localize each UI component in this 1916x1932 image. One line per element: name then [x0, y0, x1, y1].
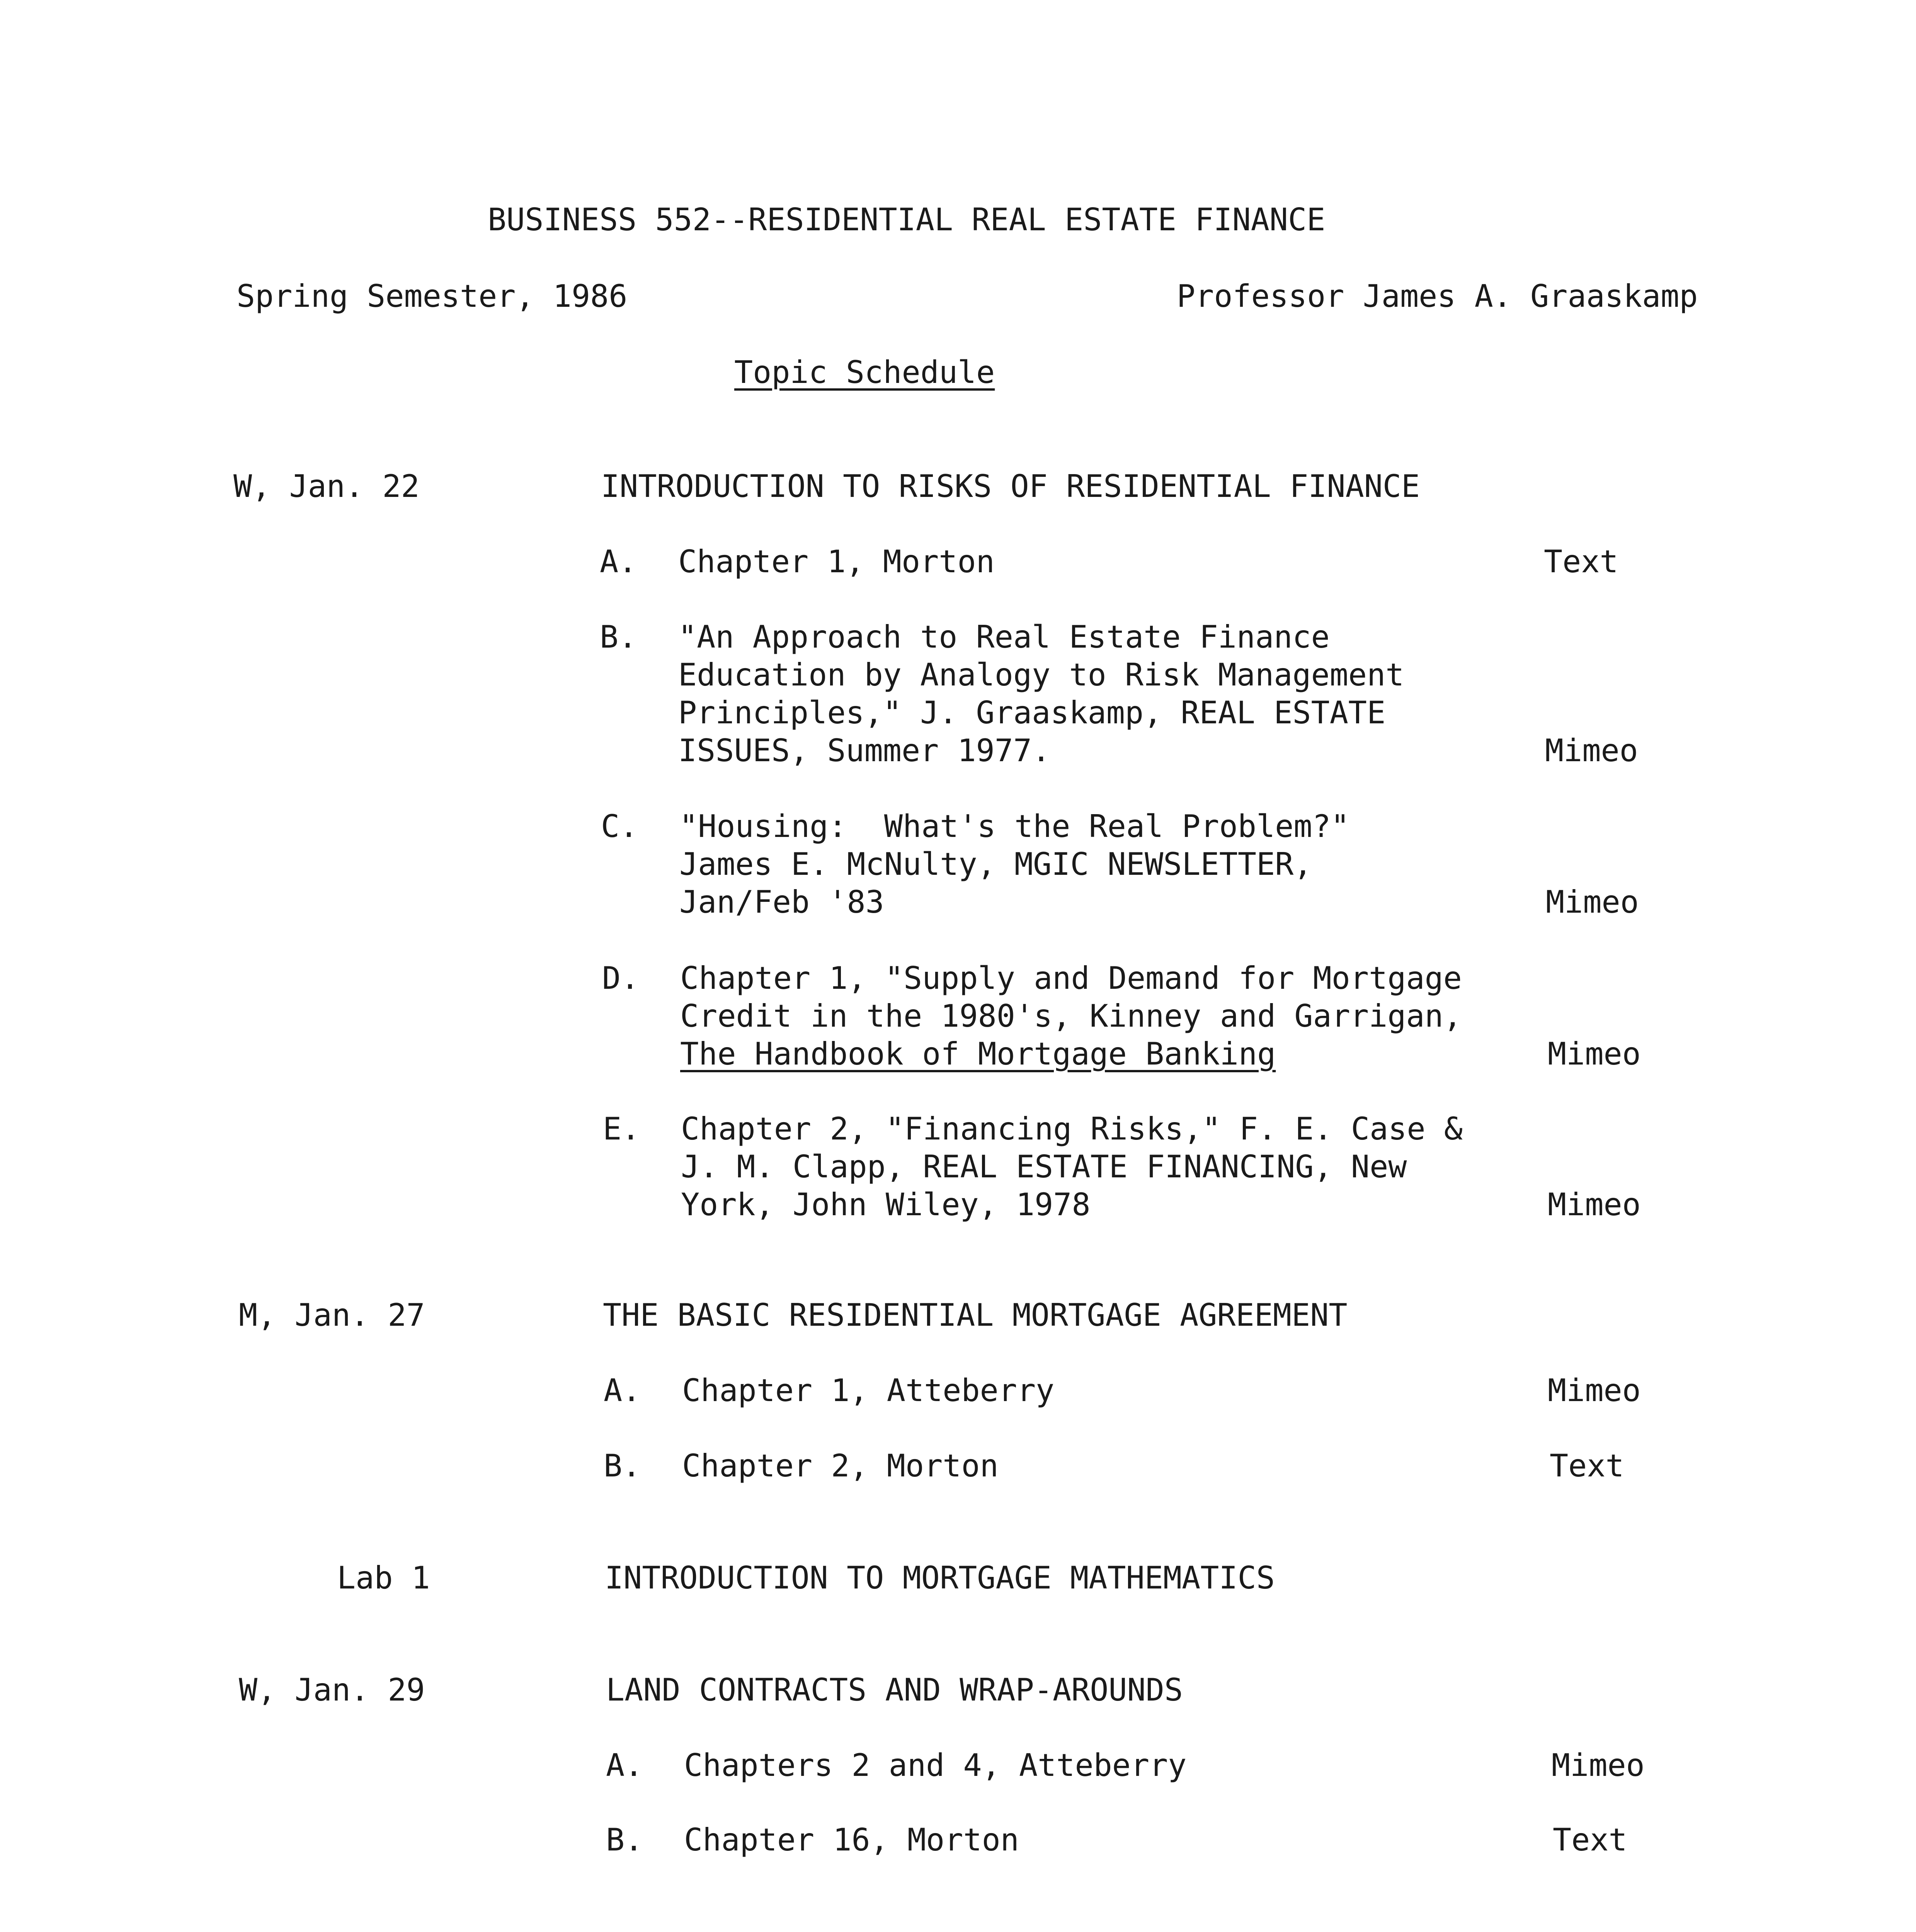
session-topic: INTRODUCTION TO MORTGAGE MATHEMATICS: [605, 1560, 1275, 1596]
reading-line: ISSUES, Summer 1977.: [678, 733, 1051, 769]
reading-letter: D.: [602, 960, 640, 996]
reading-source: Mimeo: [1552, 1747, 1645, 1783]
reading-letter: E.: [603, 1111, 640, 1147]
reading-source: Text: [1544, 544, 1618, 580]
session-topic: INTRODUCTION TO RISKS OF RESIDENTIAL FINANCE: [601, 468, 1420, 504]
session-topic: LAND CONTRACTS AND WRAP-AROUNDS: [606, 1672, 1183, 1708]
reading-source: Mimeo: [1545, 733, 1638, 769]
session-date: W, Jan. 29: [239, 1672, 425, 1708]
reading-line: Credit in the 1980's, Kinney and Garrigan,: [680, 998, 1462, 1034]
reading-source: Mimeo: [1548, 1187, 1641, 1223]
reading-letter: A.: [606, 1747, 643, 1783]
reading-line: Chapter 2, "Financing Risks," F. E. Case &: [681, 1111, 1463, 1147]
reading-line: The Handbook of Mortgage Banking: [680, 1036, 1276, 1072]
reading-line: James E. McNulty, MGIC NEWSLETTER,: [679, 846, 1312, 882]
reading-source: Text: [1550, 1448, 1624, 1484]
course-title: BUSINESS 552--RESIDENTIAL REAL ESTATE FINANCE: [488, 202, 1326, 238]
reading-line: Chapter 1, "Supply and Demand for Mortgage: [680, 960, 1462, 996]
reading-line: Education by Analogy to Risk Management: [678, 657, 1404, 693]
professor-name: Professor James A. Graaskamp: [1177, 278, 1698, 314]
reading-line: "Housing: What's the Real Problem?": [679, 808, 1349, 844]
reading-source: Mimeo: [1546, 884, 1639, 920]
reading-letter: A.: [600, 544, 637, 580]
reading-line: Principles," J. Graaskamp, REAL ESTATE: [678, 695, 1386, 731]
reading-source: Text: [1553, 1822, 1627, 1858]
reading-source: Mimeo: [1548, 1036, 1641, 1072]
reading-line: "An Approach to Real Estate Finance: [678, 619, 1330, 655]
session-date: Lab 1: [337, 1560, 430, 1596]
session-date: W, Jan. 22: [233, 468, 420, 504]
reading-line: J. M. Clapp, REAL ESTATE FINANCING, New: [681, 1149, 1407, 1185]
session-date: M, Jan. 27: [239, 1297, 425, 1333]
reading-letter: B.: [600, 619, 637, 655]
reading-line: Chapters 2 and 4, Atteberry: [684, 1747, 1187, 1783]
reading-letter: A.: [604, 1372, 641, 1408]
reading-line: Chapter 1, Morton: [678, 544, 995, 580]
reading-source: Mimeo: [1548, 1372, 1641, 1408]
semester: Spring Semester, 1986: [237, 278, 628, 314]
reading-line: Chapter 1, Atteberry: [682, 1372, 1055, 1408]
reading-line: Chapter 2, Morton: [682, 1448, 999, 1484]
reading-letter: B.: [606, 1822, 643, 1858]
reading-line: Chapter 16, Morton: [684, 1822, 1019, 1858]
reading-letter: B.: [604, 1448, 641, 1484]
reading-letter: C.: [601, 808, 638, 844]
schedule-heading: Topic Schedule: [734, 354, 995, 390]
reading-line: York, John Wiley, 1978: [681, 1187, 1091, 1223]
session-topic: THE BASIC RESIDENTIAL MORTGAGE AGREEMENT: [603, 1297, 1348, 1333]
reading-line: Jan/Feb '83: [679, 884, 884, 920]
